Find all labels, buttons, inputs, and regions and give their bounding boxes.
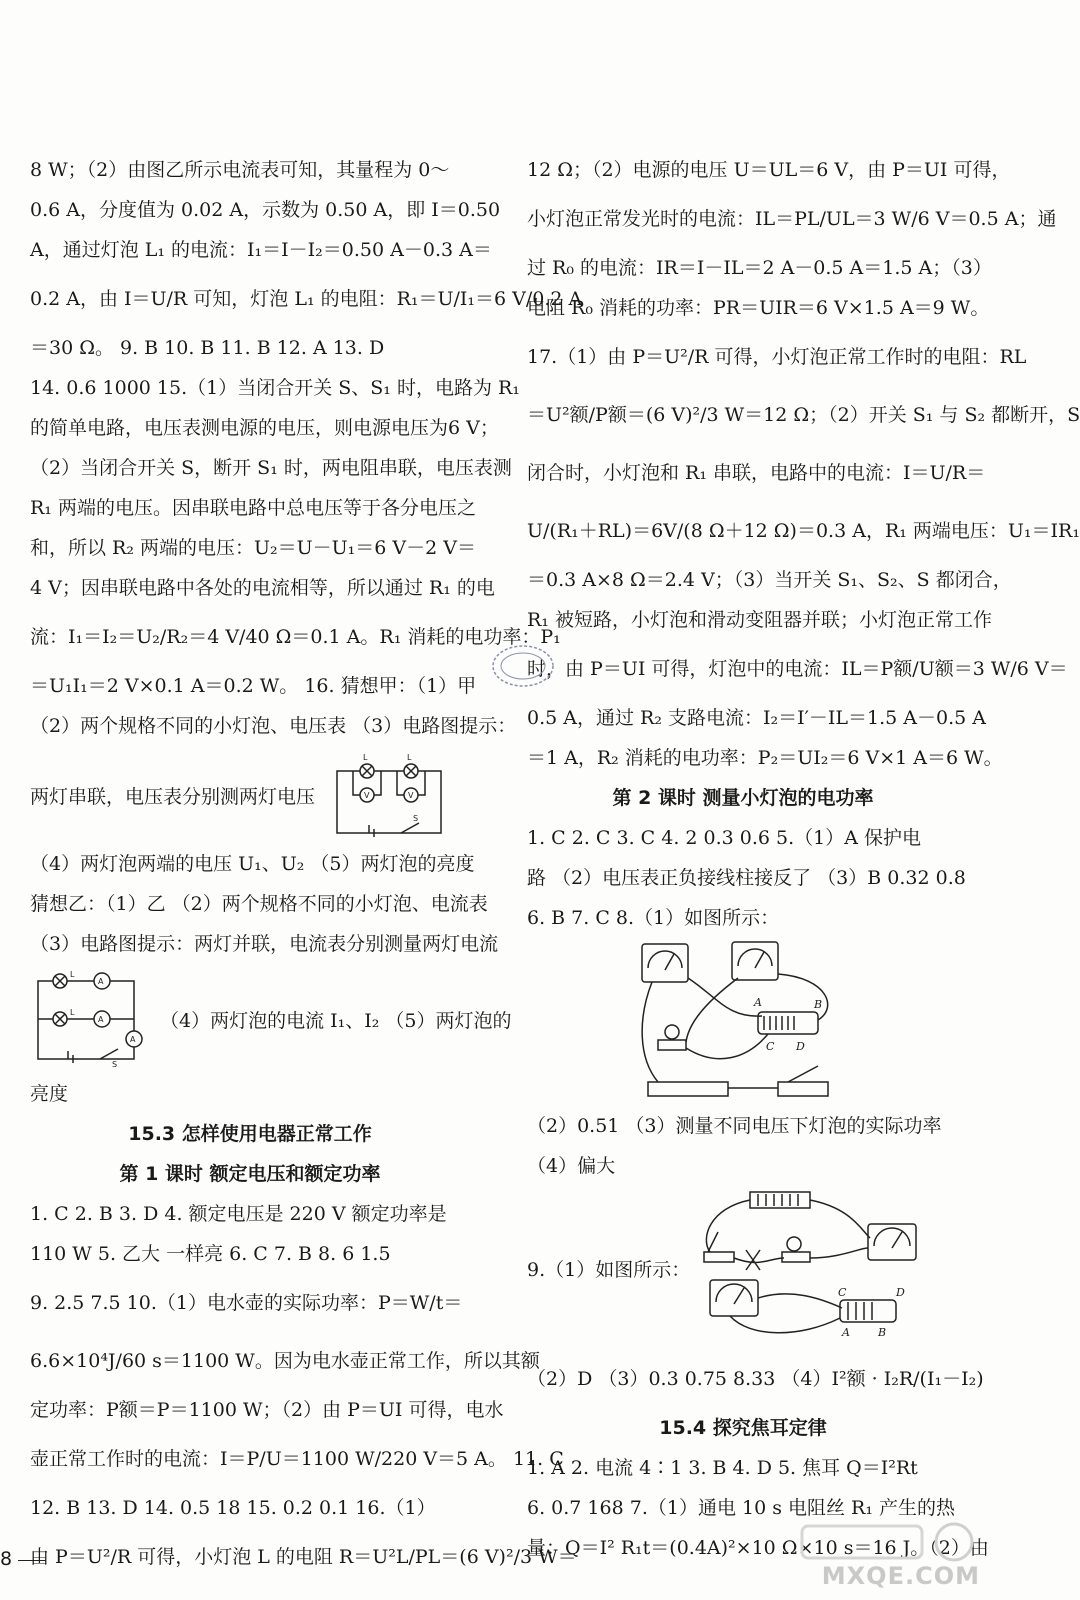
text-line: （4）偏大 [527, 1155, 616, 1177]
text-line: R₁ 两端的电压。因串联电路中总电压等于各分电压之 [30, 497, 476, 519]
text-line: 6. 0.7 168 7.（1）通电 10 s 电阻丝 R₁ 产生的热 [527, 1497, 955, 1519]
text-line: 电阻 R₀ 消耗的功率：PR＝UIR＝6 V×1.5 A＝9 W。 [527, 297, 990, 319]
text-line: （4）两灯泡两端的电压 U₁、U₂ （5）两灯泡的亮度 [30, 853, 475, 875]
text-line: ＝0.3 A×8 Ω＝2.4 V；（3）当开关 S₁、S₂、S 都闭合， [527, 569, 1012, 591]
svg-text:A: A [130, 1035, 136, 1044]
text-line: 壶正常工作时的电流：I＝P/U＝1100 W/220 V＝5 A。 11. C [30, 1448, 564, 1470]
text-line: （3）电路图提示：两灯并联，电流表分别测量两灯电流 [30, 933, 499, 955]
text-line: 8 W；（2）由图乙所示电流表可知，其量程为 0～ [30, 159, 450, 181]
text-line: R₁ 被短路，小灯泡和滑动变阻器并联；小灯泡正常工作 [527, 609, 992, 631]
text-line: 和，所以 R₂ 两端的电压：U₂＝U－U₁＝6 V－2 V＝ [30, 537, 476, 559]
text-line: （2）0.51 （3）测量不同电压下灯泡的实际功率 [527, 1115, 942, 1137]
text-line: 4 V；因串联电路中各处的电流相等，所以通过 R₁ 的电 [30, 577, 495, 599]
svg-text:L: L [70, 970, 75, 979]
text-line: 17.（1）由 P＝U²/R 可得，小灯泡正常工作时的电阻：RL [527, 346, 1027, 368]
svg-text:D: D [896, 1286, 906, 1299]
text-line: 猜想乙：（1）乙 （2）两个规格不同的小灯泡、电流表 [30, 893, 488, 915]
fig4-row [527, 1186, 959, 1350]
text-line: 14. 0.6 1000 15.（1）当闭合开关 S、S₁ 时，电路为 R₁ [30, 377, 520, 399]
text-line: U/(R₁＋RL)＝6V/(8 Ω＋12 Ω)＝0.3 A，R₁ 两端电压：U₁＝IR₁ [527, 520, 1080, 542]
watermark-text: MXQE.COM [821, 1562, 980, 1590]
text-line: 过 R₀ 的电流：IR＝I－IL＝2 A－0.5 A＝1.5 A；（3） [527, 257, 992, 279]
right-column [527, 150, 1080, 1568]
text-line: ＝30 Ω。 9. B 10. B 11. B 12. A 13. D [30, 337, 385, 359]
text-line: （2）当闭合开关 S，断开 S₁ 时，两电阻串联，电压表测 [30, 457, 512, 479]
svg-text:C: C [766, 1040, 775, 1053]
svg-text:L: L [363, 753, 368, 762]
text-line: 1. C 2. C 3. C 4. 2 0.3 0.6 5.（1）A 保护电 [527, 827, 922, 849]
text-line: 110 W 5. 乙大 一样亮 6. C 7. B 8. 6 1.5 [30, 1243, 391, 1265]
parallel-circuit-row [30, 964, 512, 1074]
lesson-title: 第 1 课时 额定电压和额定功率 [119, 1163, 381, 1185]
text-line: 1. A 2. 电流 4∶1 3. B 4. D 5. 焦耳 Q＝I²Rt [527, 1457, 918, 1479]
text-line: 闭合时，小灯泡和 R₁ 串联，电路中的电流：I＝U/R＝ [527, 462, 986, 484]
experiment-apparatus-figure-2 [690, 1188, 926, 1348]
svg-text:S: S [413, 814, 419, 823]
parallel-circuit-diagram [30, 967, 150, 1071]
text-line: ＝U²额/P额＝(6 V)²/3 W＝12 Ω；（2）开关 S₁ 与 S₂ 都断开，S [527, 404, 1080, 426]
svg-text:V: V [408, 791, 414, 800]
text-line: 定功率：P额＝P＝1100 W；（2）由 P＝UI 可得，电水 [30, 1399, 504, 1421]
fig4-caption: 9.（1）如图所示： [527, 1258, 691, 1281]
text-line: 0.6 A，分度值为 0.02 A，示数为 0.50 A，即 I＝0.50 [30, 199, 501, 221]
section-title: 15.3 怎样使用电器正常工作 [128, 1123, 372, 1145]
series-circuit-diagram [329, 749, 449, 841]
lesson-title: 第 2 课时 测量小灯泡的电功率 [612, 787, 874, 809]
text-line: 的简单电路，电压表测电源的电压，则电源电压为6 V； [30, 417, 499, 439]
svg-text:A: A [98, 1015, 104, 1024]
svg-text:V: V [364, 791, 370, 800]
text-line: 时，由 P＝UI 可得，灯泡中的电流：IL＝P额/U额＝3 W/6 V＝ [527, 658, 1068, 680]
text-line: 由 P＝U²/R 可得，小灯泡 L 的电阻 R＝U²L/PL＝(6 V)²/3 W＝ [30, 1546, 577, 1568]
text-line: 量：Q＝I² R₁t＝(0.4A)²×10 Ω×10 s＝16 J。（2）由 [527, 1537, 989, 1559]
svg-text:B: B [814, 998, 823, 1011]
text-line: 路 （2）电压表正负接线柱接反了 （3）B 0.32 0.8 [527, 867, 966, 889]
text-line: 1. C 2. B 3. D 4. 额定电压是 220 V 额定功率是 [30, 1203, 447, 1225]
text-line: 0.2 A，由 I＝U/R 可知，灯泡 L₁ 的电阻：R₁＝U/I₁＝6 V/0.2 A [30, 288, 583, 310]
svg-text:L: L [70, 1008, 75, 1017]
text-line: 12 Ω；（2）电源的电压 U＝UL＝6 V，由 P＝UI 可得， [527, 159, 1011, 181]
text-line: 6. B 7. C 8.（1）如图所示： [527, 907, 780, 929]
svg-text:A: A [98, 977, 104, 986]
text-line: 0.5 A，通过 R₂ 支路电流：I₂＝I′－IL＝1.5 A－0.5 A [527, 707, 986, 729]
text-line: A，通过灯泡 L₁ 的电流：I₁＝I－I₂＝0.50 A－0.3 A＝ [30, 239, 492, 261]
page-number: 8 [0, 1548, 13, 1570]
text-line: 12. B 13. D 14. 0.5 18 15. 0.2 0.1 16.（1） [30, 1497, 436, 1519]
text-line: （2）两个规格不同的小灯泡、电压表 （3）电路图提示： [30, 715, 517, 737]
experiment-apparatus-figure-1 [628, 938, 858, 1106]
text-line: ＝U₁I₁＝2 V×0.1 A＝0.2 W。 16. 猜想甲：（1）甲 [30, 675, 477, 697]
text-line: 亮度 [30, 1083, 69, 1105]
svg-text:A: A [842, 1326, 851, 1339]
fig1-caption: 两灯串联，电压表分别测两灯电压 [30, 785, 316, 808]
svg-text:S: S [112, 1060, 118, 1069]
text-line: 小灯泡正常发光时的电流：IL＝PL/UL＝3 W/6 V＝0.5 A；通 [527, 208, 1057, 230]
series-circuit-row [30, 746, 470, 844]
text-line: 9. 2.5 7.5 10.（1）电水壶的实际功率：P＝W/t＝ [30, 1292, 463, 1314]
text-line: ＝1 A，R₂ 消耗的电功率：P₂＝UI₂＝6 V×1 A＝6 W。 [527, 747, 1003, 769]
fig2-caption: （4）两灯泡的电流 I₁、I₂ （5）两灯泡的 [160, 1009, 512, 1032]
text-line: 流：I₁＝I₂＝U₂/R₂＝4 V/40 Ω＝0.1 A。R₁ 消耗的电功率：P₁ [30, 626, 561, 648]
svg-text:C: C [838, 1286, 847, 1299]
text-line: 6.6×10⁴J/60 s＝1100 W。因为电水壶正常工作，所以其额 [30, 1350, 540, 1372]
section-title: 15.4 探究焦耳定律 [659, 1417, 827, 1439]
svg-text:D: D [796, 1040, 805, 1053]
footer-rule [18, 1560, 46, 1561]
svg-text:A: A [754, 996, 762, 1009]
svg-text:L: L [407, 753, 412, 762]
svg-text:B: B [878, 1326, 887, 1339]
stamp-icon [488, 640, 558, 692]
text-line: （2）D （3）0.3 0.75 8.33 （4）I²额 · I₂R/(I₁－I₂) [527, 1368, 984, 1390]
